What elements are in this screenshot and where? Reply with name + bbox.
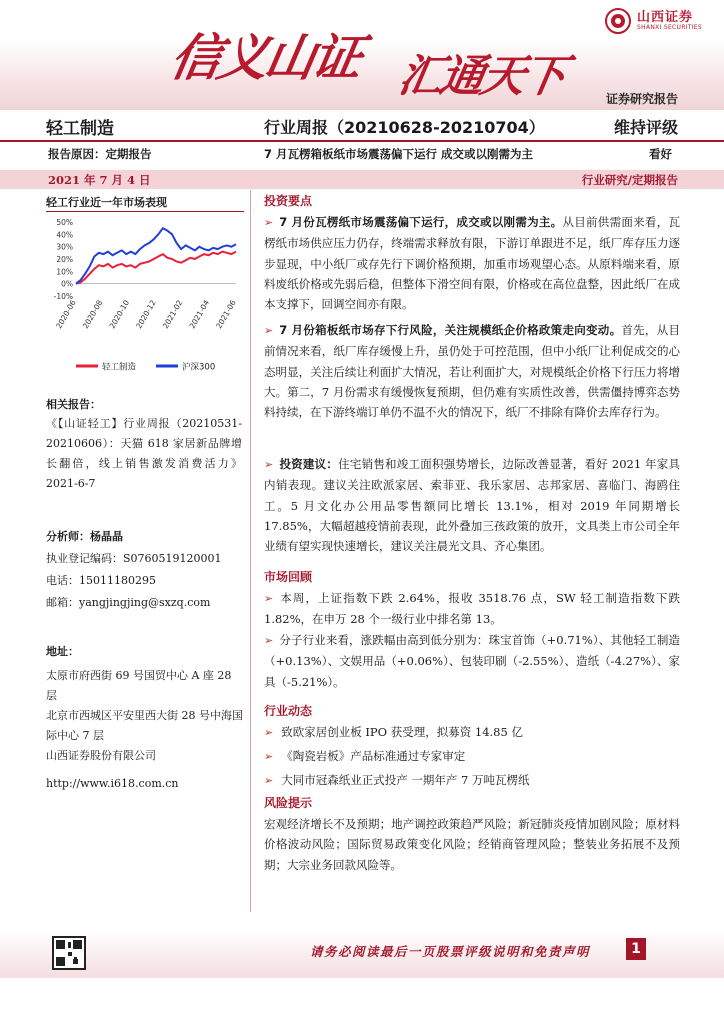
analyst-label: 分析师： [46, 530, 90, 543]
news-item-2 [264, 746, 680, 767]
arrow-bullet-icon: ➢ [264, 634, 274, 647]
address-label: 地址： [46, 645, 79, 658]
report-date: 2021 年 7 月 4 日 [48, 173, 151, 187]
slogan-part2: 汇通天下 [394, 51, 568, 102]
y-tick-label: 40% [56, 230, 73, 240]
section-title-highlights: 投资要点 [264, 194, 313, 208]
y-tick-label: -10% [53, 292, 73, 301]
x-tick-label: 2020-10 [107, 298, 132, 331]
arrow-bullet-icon: ➢ [264, 750, 274, 763]
footer-disclaimer: 请务必阅读最后一页股票评级说明和免责声明 [310, 944, 591, 959]
highlight-1-heading: 7 月份瓦楞纸市场震荡偏下运行，成交或以刚需为主。 [279, 215, 563, 229]
arrow-bullet-icon: ➢ [264, 458, 274, 471]
highlight-paragraph-2 [264, 320, 680, 422]
analyst-email[interactable]: 邮箱：yangjingjing@sxzq.com [46, 596, 211, 609]
qr-code-icon[interactable] [52, 936, 86, 970]
report-category: 行业研究/定期报告 [581, 173, 678, 187]
x-tick-label: 2020-12 [134, 298, 158, 331]
section-title-market-review: 市场回顾 [264, 570, 313, 584]
company-name: 山西证券股份有限公司 [46, 749, 156, 762]
analyst-license: 执业登记编码：S0760519120001 [46, 552, 222, 565]
report-headline: 7 月瓦楞箱板纸市场震荡偏下运行 成交或以刚需为主 [264, 147, 534, 161]
company-website[interactable]: http://www.i618.com.cn [46, 777, 179, 790]
series-line-csi300 [76, 228, 236, 284]
highlight-2-heading: 7 月份箱板纸市场存下行风险，关注规模纸企价格政策走向变动。 [279, 323, 622, 337]
title-row [0, 112, 724, 142]
y-tick-label: 30% [56, 242, 73, 252]
x-tick-label: 2020-08 [80, 298, 105, 331]
section-title-industry-news: 行业动态 [264, 704, 313, 718]
highlight-1-body: 从目前供需面来看，瓦楞纸市场供应压力仍存，终端需求释放有限，下游订单跟进不足，纸厂库存压力逐步显现，中小纸厂或存先行下调价格预期，加重市场观望心态。从原料端来看，原料废纸价格或先弱后稳，但整体下滑空间有限，价格或在高位盘整，因此纸厂在成本支撑下，回调空间亦有限。 [264, 215, 680, 312]
analyst-name: 杨晶晶 [90, 530, 123, 543]
x-tick-label: 2021-04 [187, 298, 212, 331]
rating: 维持评级 [613, 118, 678, 137]
y-tick-label: 10% [56, 267, 73, 277]
section-title-risk: 风险提示 [264, 796, 313, 810]
arrow-bullet-icon: ➢ [264, 726, 274, 739]
logo-emblem-icon [605, 8, 631, 34]
news-text-2: 《陶瓷岩板》产品标准通过专家审定 [281, 749, 466, 763]
investment-advice-heading: 投资建议： [279, 457, 339, 471]
y-tick-label: 20% [56, 255, 73, 264]
investment-advice-paragraph [264, 454, 680, 556]
industry-name: 轻工制造 [46, 119, 114, 139]
arrow-bullet-icon: ➢ [264, 592, 274, 605]
industry-outlook: 看好 [649, 147, 672, 161]
report-type: 证券研究报告 [605, 92, 678, 106]
address-taiyuan: 太原市府西街 69 号国贸中心 A 座 28 层 [46, 669, 232, 702]
market-performance-chart [46, 214, 244, 384]
report-reason: 报告原因：定期报告 [48, 147, 152, 161]
logo-name-en: SHANXI SECURITIES [637, 23, 702, 31]
news-item-1 [264, 722, 680, 743]
legend-label: 轻工制造 [102, 362, 137, 373]
investment-advice-body: 住宅销售和竣工面积强势增长，边际改善显著，看好 2021 年家具内销表现。建议关注欧派家居、索菲亚、我乐家居、志邦家居、喜临门、海鸥住工。5 月文化办公用品零售额同比增长 13.1%，相对 2019 年同期增长 17.85%，大幅超越疫情前表现，此外叠加三孩政策的放开，文具类上市公司全年业绩有望实现快速增长，建议关注晨光文具、齐心集团。 [264, 457, 681, 554]
y-tick-label: 50% [56, 218, 73, 227]
highlight-2-body: 首先，从目前情况来看，纸厂库存缓慢上升，虽仍处于可控范围，但中小纸厂让利促成交的心态明显，关注后续让利面扩大情况，若让利面扩大，对规模纸企价格下行压力将增大。第二，7 月份需求有缓慢恢复预期，但仍难有实质性改善，供需僵持博弈态势料持续，在下游终端订单仍不温不火的情况下，纸厂不排除有降价去库存行为。 [264, 323, 680, 420]
market-review-item-1 [264, 588, 680, 630]
column-divider [250, 190, 251, 912]
address-block [46, 642, 244, 794]
related-reports-title: 相关报告： [46, 398, 101, 411]
report-title: 行业周报（20210628-20210704） [264, 118, 545, 137]
market-review-text-2: 分子行业来看，涨跌幅由高到低分别为：珠宝首饰（+0.71%）、其他轻工制造（+0.13%）、文娱用品（+0.06%）、包装印刷（-2.55%）、造纸（-4.27%）、家具（-5.21%）。 [264, 633, 680, 689]
news-item-3 [264, 770, 680, 791]
date-bar [0, 170, 724, 189]
chart-svg [46, 214, 244, 384]
analyst-phone: 电话：15011180295 [46, 574, 156, 587]
sidebar [46, 190, 244, 910]
title-divider [0, 140, 724, 142]
company-logo [605, 8, 702, 34]
arrow-bullet-icon: ➢ [264, 216, 274, 229]
chart-title-rule [46, 211, 244, 212]
page-number: 1 [626, 938, 646, 960]
logo-name-cn: 山西证券 [637, 10, 694, 26]
news-text-3: 大同市冠森纸业正式投产 一期年产 7 万吨瓦楞纸 [281, 773, 530, 787]
y-tick-label: 0% [61, 279, 73, 289]
arrow-bullet-icon: ➢ [264, 324, 274, 337]
series-line-light-industry [76, 252, 236, 284]
market-review-text-1: 本周，上证指数下跌 2.64%，报收 3518.76 点，SW 轻工制造指数下跌 1.82%，在申万 28 个一级行业中排名第 13。 [264, 591, 680, 627]
arrow-bullet-icon: ➢ [264, 774, 274, 787]
risk-paragraph: 宏观经济增长不及预期；地产调控政策趋严风险；新冠肺炎疫情加剧风险；原材料价格波动风险；国际贸易政策变化风险；经销商管理风险；整装业务拓展不及预期；大宗业务回款风险等。 [264, 817, 680, 872]
related-report-link[interactable]: 《【山证轻工】行业周报（20210531-20210606）：天猫 618 家居新品牌增长翻倍，线上销售激发消费活力》2021-6-7 [46, 417, 242, 490]
chart-title: 轻工行业近一年市场表现 [46, 196, 167, 209]
x-tick-label: 2021-06 [214, 298, 238, 331]
news-text-1: 致欧家居创业板 IPO 获受理，拟募资 14.85 亿 [281, 725, 523, 739]
highlight-paragraph-1 [264, 212, 680, 314]
address-beijing: 北京市西城区平安里西大街 28 号中海国际中心 7 层 [46, 709, 243, 742]
x-tick-label: 2021-02 [160, 298, 185, 331]
market-review-item-2 [264, 630, 680, 692]
x-tick-label: 2020-06 [54, 298, 78, 331]
analyst-line [46, 526, 244, 548]
header-banner [0, 0, 724, 112]
legend-label: 沪深300 [182, 362, 216, 373]
slogan-part1: 信义山证 [166, 28, 365, 87]
analyst-info [46, 526, 244, 614]
